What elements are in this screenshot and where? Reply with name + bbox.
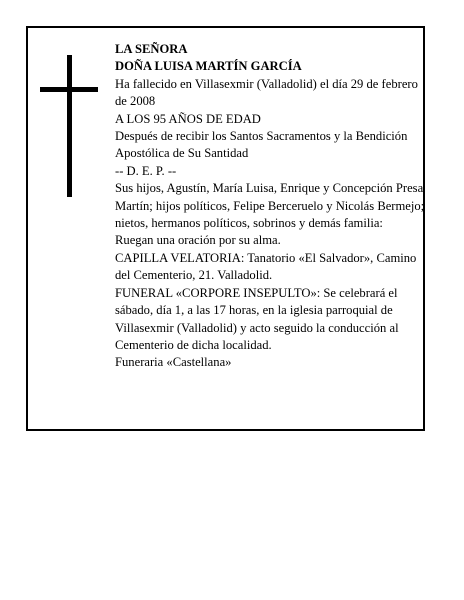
notice-text <box>115 41 427 372</box>
family-paragraph: Sus hijos, Agustín, María Luisa, Enrique y Concepción Presa Martín; hijos políticos, Felipe Berceruelo y Nicolás Bermejo; nietos, hermanos políticos, sobrinos y demás familia: <box>115 181 425 231</box>
funeral-info: FUNERAL «CORPORE INSEPULTO»: Se celebrará el sábado, día 1, a las 17 horas, en la iglesia parroquial de Villasexmir (Valladolid) y acto seguido la conducción al Cementerio de dicha localidad. <box>115 285 399 352</box>
funeral-home: Funeraria «Castellana» <box>115 355 232 370</box>
age-line: A LOS 95 AÑOS DE EDAD <box>115 111 261 126</box>
obituary-notice <box>26 26 425 431</box>
chapel-info: CAPILLA VELATORIA: Tanatorio «El Salvador», Camino del Cementerio, 21. Valladolid. <box>115 250 417 283</box>
cross-icon <box>40 55 98 197</box>
cross-horizontal-bar <box>40 87 98 92</box>
prayer-line: Ruegan una oración por su alma. <box>115 233 281 248</box>
rip-line: -- D. E. P. -- <box>115 163 177 178</box>
death-notice: Ha fallecido en Villasexmir (Valladolid) el día 29 de febrero de 2008 <box>115 76 418 109</box>
cross-vertical-bar <box>67 55 72 197</box>
sacraments-line: Después de recibir los Santos Sacramentos y la Bendición Apostólica de Su Santidad <box>115 129 408 161</box>
deceased-name: DOÑA LUISA MARTÍN GARCÍA <box>115 59 302 74</box>
notice-title: LA SEÑORA <box>115 42 188 56</box>
